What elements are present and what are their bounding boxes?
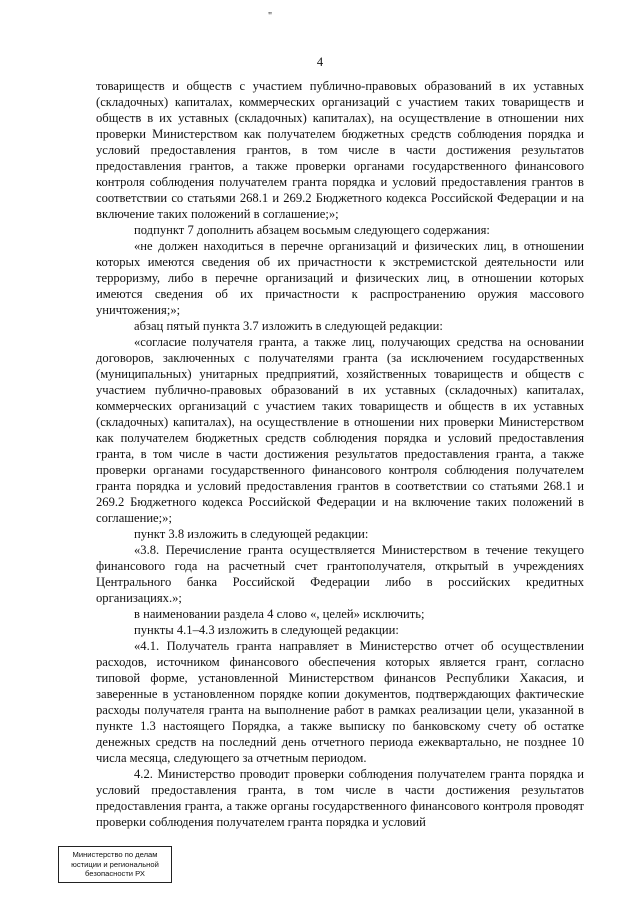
- stamp-line: юстиции и региональной: [71, 859, 159, 869]
- stamp-line: Министерство по делам: [72, 850, 158, 859]
- paragraph: «3.8. Перечисление гранта осуществляется Министерством в течение текущего финансового года на расчетный счет грантополучателя, открытый в учреждениях Центрального банка Российской Федерации либо в российских кредитных организациях.»;: [96, 543, 584, 605]
- paragraph: «согласие получателя гранта, а также лиц, получающих средства на основании договоров, заключенных с получателями гранта (за исключением государственных (муниципальных) унитарных предприятий, хозяйственных товариществ и обществ с участием публично-правовых образований в их уставных (складочных) капиталах, коммерческих организаций с участием таких товариществ и обществ в их уставных (складочных) капиталах), на осуществление в отношении них проверки Министерством как получателем бюджетных средств соблюдения порядка и условий предоставления гранта, в том числе в части достижения результатов предоставления гранта, а также проверки органами государственного финансового контроля соблюдения получателем гранта порядка и условий предоставления грантов в соответствии со статьями 268.1 и 269.2 Бюджетного кодекса Российской Федерации и на включение таких положений в соглашение;»;: [96, 335, 584, 525]
- paragraph: в наименовании раздела 4 слово «, целей» исключить;: [134, 607, 425, 621]
- paragraph: 4.2. Министерство проводит проверки соблюдения получателем гранта порядка и условий предоставления гранта, в том числе в части достижения результатов предоставления гранта, а также органы государственного финансового контроля проводят проверки соблюдения получателем гранта порядка и условий: [96, 767, 584, 829]
- registration-stamp: [58, 846, 172, 883]
- paragraph: «4.1. Получатель гранта направляет в Министерство отчет об осуществлении расходов, источником финансового обеспечения которых является грант, согласно типовой форме, установленной Министерством финансов Республики Хакасия, и заверенные в установленном порядке копии документов, подтверждающих фактические расходы получателя гранта на выполнение работ в рамках реализации цели, указанной в пункте 1.3 настоящего Порядка, а также выписку по банковскому счету об остатке денежных средств на последний день отчетного периода ежеквартально, не позднее 10 числа месяца, следующего за отчетным периодом.: [96, 639, 584, 765]
- stamp-line: безопасности РХ: [85, 869, 145, 878]
- page-number: 4: [316, 55, 324, 69]
- paragraph: товариществ и обществ с участием публично-правовых образований в их уставных (складочных) капиталах, коммерческих организаций с участием таких товариществ и обществ в их уставных (складочных) капиталах), на осуществление в отношении них проверки Министерством как получателем бюджетных средств соблюдения порядка и условий предоставления грантов, в том числе в части достижения результатов предоставления грантов, а также проверки органами государственного финансового контроля соблюдения получателем гранта порядка и условий предоставления грантов в соответствии со статьями 268.1 и 269.2 Бюджетного кодекса Российской Федерации и на включение таких положений в соглашение;»;: [96, 79, 584, 221]
- document-body: [96, 78, 584, 830]
- paragraph: подпункт 7 дополнить абзацем восьмым следующего содержания:: [134, 223, 490, 237]
- paragraph: «не должен находиться в перечне организаций и физических лиц, в отношении которых имеются сведения об их причастности к экстремистской деятельности или терроризму, либо в перечне организаций и физических лиц, в отношении которых имеются сведения об их причастности к распространению оружия массового уничтожения;»;: [96, 239, 584, 317]
- paragraph: пункт 3.8 изложить в следующей редакции:: [134, 527, 369, 541]
- paragraph: пункты 4.1–4.3 изложить в следующей редакции:: [134, 623, 399, 637]
- header-mark: ": [268, 11, 273, 22]
- paragraph: абзац пятый пункта 3.7 изложить в следующей редакции:: [134, 319, 443, 333]
